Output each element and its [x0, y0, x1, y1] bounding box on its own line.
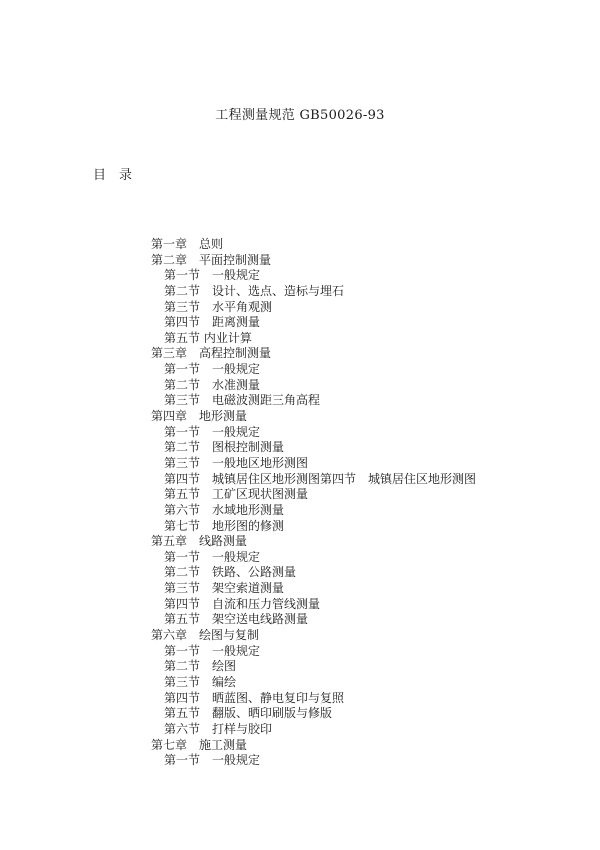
toc-section-entry: 第五节 内业计算	[164, 330, 252, 345]
toc-chapter-entry: 第四章 地形测量	[151, 409, 248, 424]
toc-section-entry: 第四节 城镇居住区地形测图第四节 城镇居住区地形测图	[164, 471, 477, 486]
toc-section-entry: 第五节 架空送电线路测量	[164, 612, 309, 627]
toc-section-entry: 第一节 一般规定	[164, 424, 261, 439]
toc-section-entry: 第一节 一般规定	[164, 268, 261, 283]
toc-section-entry: 第二节 绘图	[164, 659, 237, 674]
toc-chapter-entry: 第六章 绘图与复制	[151, 628, 260, 643]
toc-section-entry: 第三节 电磁波测距三角高程	[164, 393, 321, 408]
document-title: 工程测量规范 GB50026-93	[215, 108, 385, 123]
toc-chapter-entry: 第七章 施工测量	[151, 737, 248, 752]
toc-section-entry: 第二节 水准测量	[164, 377, 261, 392]
toc-chapter-entry: 第五章 线路测量	[151, 534, 248, 549]
toc-section-entry: 第四节 自流和压力管线测量	[164, 596, 321, 611]
toc-section-entry: 第五节 工矿区现状图测量	[164, 487, 309, 502]
toc-chapter-entry: 第三章 高程控制测量	[151, 346, 272, 361]
toc-section-entry: 第一节 一般规定	[164, 362, 261, 377]
toc-section-entry: 第二节 铁路、公路测量	[164, 565, 297, 580]
toc-heading: 目 录	[93, 168, 133, 183]
toc-section-entry: 第五节 翻版、晒印刷版与修版	[164, 706, 333, 721]
toc-section-entry: 第三节 编绘	[164, 674, 237, 689]
toc-section-entry: 第六节 水域地形测量	[164, 502, 285, 517]
toc-section-entry: 第二节 设计、选点、造标与埋石	[164, 283, 345, 298]
toc-section-entry: 第六节 打样与胶印	[164, 721, 273, 736]
toc-section-entry: 第三节 架空索道测量	[164, 581, 285, 596]
toc-section-entry: 第一节 一般规定	[164, 549, 261, 564]
toc-chapter-entry: 第二章 平面控制测量	[151, 252, 272, 267]
toc-section-entry: 第七节 地形图的修测	[164, 518, 285, 533]
toc-section-entry: 第一节 一般规定	[164, 643, 261, 658]
toc-chapter-entry: 第一章 总则	[151, 237, 224, 251]
toc-section-entry: 第二节 图根控制测量	[164, 440, 285, 455]
toc-section-entry: 第四节 晒蓝图、静电复印与复照	[164, 690, 345, 705]
table-of-contents	[151, 237, 591, 769]
toc-section-entry: 第三节 水平角观测	[164, 299, 273, 314]
toc-section-entry: 第四节 距离测量	[164, 315, 261, 330]
toc-section-entry: 第一节 一般规定	[164, 753, 261, 768]
toc-section-entry: 第三节 一般地区地形测图	[164, 455, 309, 470]
